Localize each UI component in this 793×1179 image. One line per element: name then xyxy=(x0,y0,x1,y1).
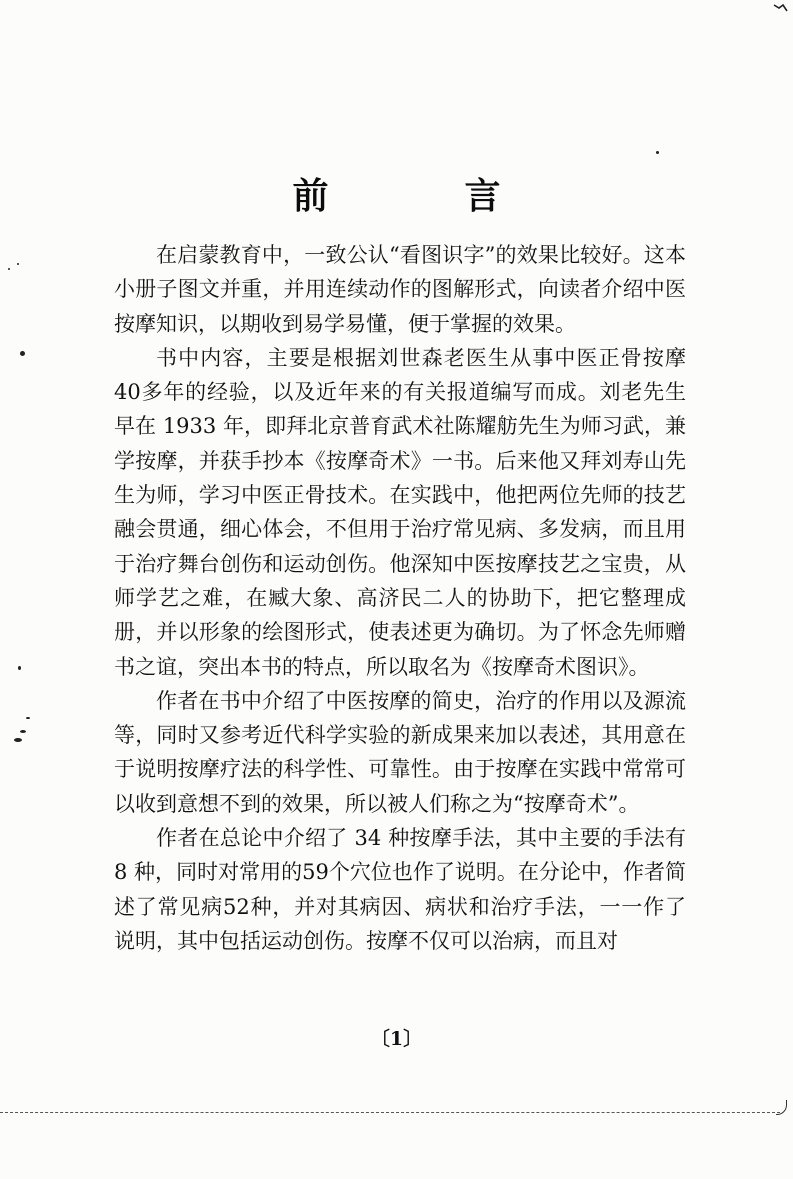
paragraph: 书中内容，主要是根据刘世森老医生从事中医正骨按摩40多年的经验，以及近年来的有关报道编写而成。刘老先生早在 1933 年，即拜北京普育武术社陈耀舫先生为师习武，兼学按摩，并获手抄本《按摩奇术》一书。后来他又拜刘寿山先生为师，学习中医正骨技术。在实践中，他把两位先师的技艺融会贯通，细心体会，不但用于治疗常见病、多发病，而且用于治疗舞台创伤和运动创伤。他深知中医按摩技艺之宝贵，从师学艺之难，在臧大象、高济民二人的协助下，把它整理成册，并以形象的绘图形式，使表述更为确切。为了怀念先师赠书之谊，突出本书的特点，所以取名为《按摩奇术图识》。 xyxy=(114,345,686,679)
paragraph: 在启蒙教育中，一致公认“看图识字”的效果比较好。这本小册子图文并重，并用连续动作的图解形式，向读者介绍中医按摩知识，以期收到易学易懂，便于掌握的效果。 xyxy=(114,243,686,336)
paragraph: 作者在总论中介绍了 34 种按摩手法，其中主要的手法有 8 种，同时对常用的59个穴位也作了说明。在分论中，作者简述了常见病52种，并对其病因、病状和治疗手法，一一作了说明，其中包括运动创伤。按摩不仅可以治病，而且对 xyxy=(114,826,686,953)
page-title: 前 言 xyxy=(292,175,551,217)
page-bottom-rule xyxy=(0,1112,780,1113)
paragraph: 作者在书中介绍了中医按摩的简史，治疗的作用以及源流等，同时又参考近代科学实验的新成果来加以表述，其用意在于说明按摩疗法的科学性、可靠性。由于按摩在实践中常常可以收到意想不到的效果，所以被人们称之为“按摩奇术”。 xyxy=(114,688,686,816)
scan-speck xyxy=(18,666,21,670)
scan-speck xyxy=(26,717,30,719)
scan-speck xyxy=(20,351,25,356)
scan-speck xyxy=(656,151,659,154)
page-number: 〔1〕 xyxy=(370,1028,423,1050)
corner-scan-mark xyxy=(773,2,789,16)
page-corner-curl xyxy=(776,1100,787,1115)
scan-speck xyxy=(20,730,26,733)
scan-speck xyxy=(17,263,19,265)
scan-speck xyxy=(8,268,10,270)
body-text xyxy=(114,238,686,958)
scan-speck xyxy=(14,738,22,742)
